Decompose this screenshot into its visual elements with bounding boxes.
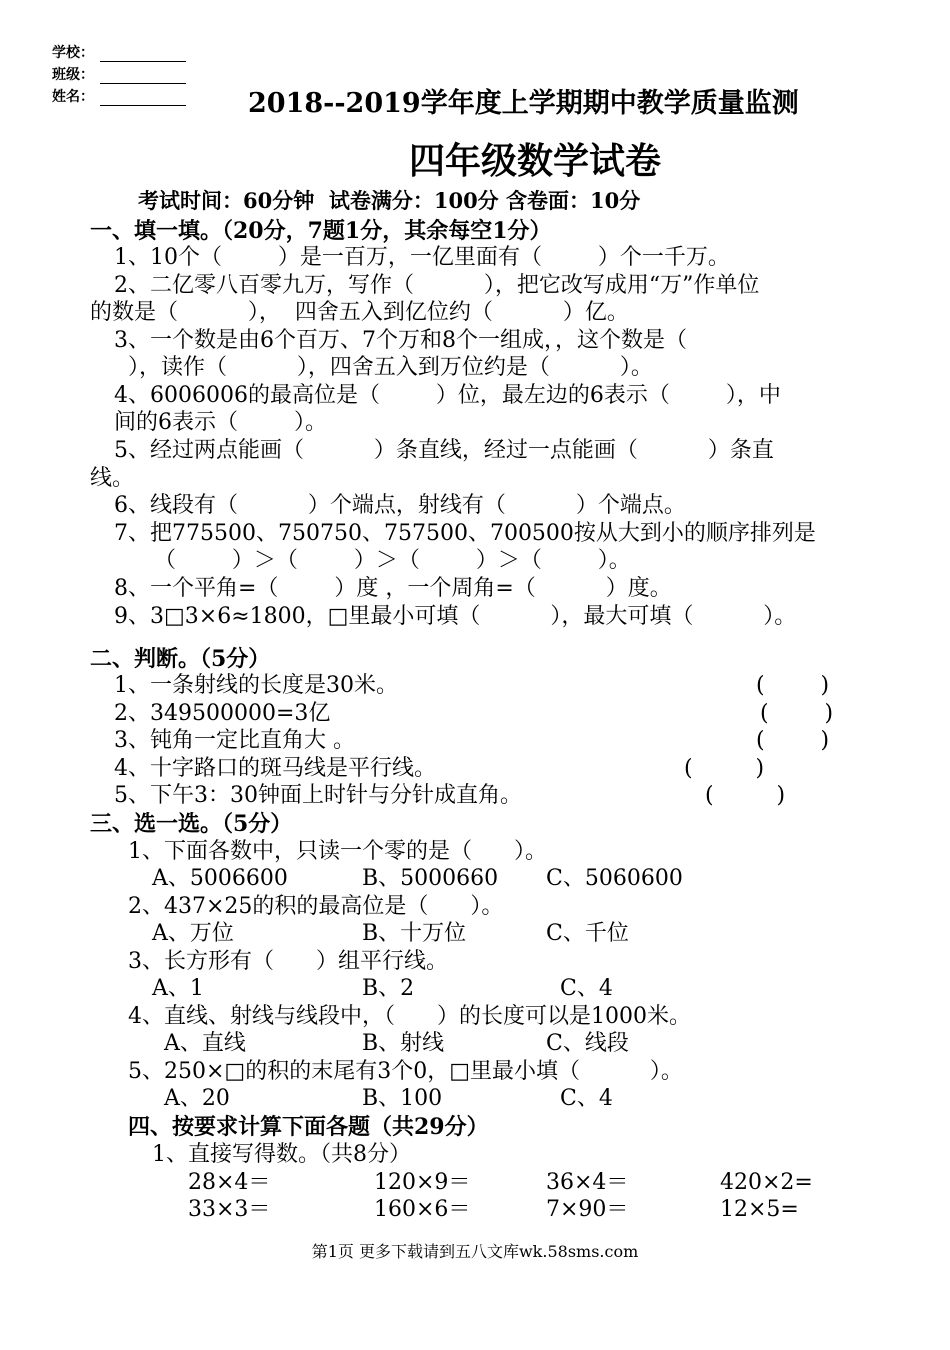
judge-item: 3、钝角一定比直角大 。 bbox=[114, 728, 355, 753]
choice-option-a: A、万位 bbox=[152, 921, 234, 946]
calc-item: 160×6＝ bbox=[374, 1197, 471, 1222]
s1-line: 8、一个平角=（ ）度 ，一个周角=（ ）度。 bbox=[114, 576, 672, 601]
s1-line: 的数是（ ）， 四舍五入到亿位约（ ）亿。 bbox=[90, 300, 629, 325]
section4-subheading: 1、直接写得数。（共8分） bbox=[152, 1142, 411, 1167]
name-field bbox=[52, 88, 186, 106]
s1-line: （ ）＞（ ）＞（ ）＞（ ）。 bbox=[140, 548, 631, 573]
choice-option-a: A、1 bbox=[152, 976, 204, 1001]
class-underline bbox=[100, 70, 186, 84]
s1-line: 5、经过两点能画（ ）条直线，经过一点能画（ ）条直 bbox=[114, 438, 774, 463]
exam-title: 2018--2019学年度上学期期中教学质量监测 bbox=[248, 88, 799, 119]
choice-option-c: C、5060600 bbox=[546, 866, 683, 891]
section4-heading: 四、按要求计算下面各题（共29分） bbox=[128, 1114, 489, 1140]
judge-item: 4、十字路口的斑马线是平行线。 bbox=[114, 756, 436, 781]
choice-option-a: A、20 bbox=[164, 1086, 230, 1111]
s1-line: 间的6表示（ ）。 bbox=[114, 410, 327, 435]
choice-option-a: A、5006600 bbox=[152, 866, 288, 891]
choice-option-b: B、5000660 bbox=[362, 866, 499, 891]
calc-item: 28×4＝ bbox=[188, 1170, 271, 1195]
choice-question: 3、长方形有（ ）组平行线。 bbox=[128, 949, 448, 974]
choice-option-a: A、直线 bbox=[164, 1031, 246, 1056]
calc-item: 12×5= bbox=[720, 1197, 799, 1222]
section3-heading: 三、选一选。（5分） bbox=[90, 811, 293, 837]
s1-line: ），读作（ ），四舍五入到万位约是（ ）。 bbox=[114, 355, 653, 380]
section2-heading: 二、判断。（5分） bbox=[90, 646, 271, 672]
judge-answer-blank: ( ) bbox=[756, 673, 830, 698]
judge-answer-blank: ( ) bbox=[684, 756, 765, 781]
calc-item: 7×90＝ bbox=[546, 1197, 629, 1222]
choice-option-b: B、十万位 bbox=[362, 921, 467, 946]
s1-line: 6、线段有（ ）个端点，射线有（ ）个端点。 bbox=[114, 493, 686, 518]
s1-line: 9、3□3×6≈1800，□里最小可填（ ），最大可填（ ）。 bbox=[114, 604, 797, 629]
class-field bbox=[52, 66, 186, 84]
school-underline bbox=[100, 48, 186, 62]
s1-line: 4、6006006的最高位是（ ）位，最左边的6表示（ ），中 bbox=[114, 383, 781, 408]
choice-question: 4、直线、射线与线段中，（ ）的长度可以是1000米。 bbox=[128, 1004, 691, 1029]
s1-line: 3、一个数是由6个百万、7个万和8个一组成，，这个数是（ bbox=[114, 328, 687, 353]
choice-question: 1、下面各数中，只读一个零的是（ ）。 bbox=[128, 839, 547, 864]
choice-option-c: C、千位 bbox=[546, 921, 629, 946]
choice-option-c: C、4 bbox=[560, 976, 613, 1001]
name-label: 姓名： bbox=[52, 89, 94, 105]
judge-answer-blank: ( ) bbox=[756, 728, 830, 753]
s1-line: 2、二亿零八百零九万，写作（ ），把它改写成用“万”作单位 bbox=[114, 273, 760, 298]
calc-item: 420×2= bbox=[720, 1170, 813, 1195]
section1-heading: 一、填一填。（20分，7题1分，其余每空1分） bbox=[90, 218, 552, 244]
calc-item: 36×4＝ bbox=[546, 1170, 629, 1195]
name-underline bbox=[100, 92, 186, 106]
calc-item: 120×9＝ bbox=[374, 1170, 471, 1195]
page-footer: 第1页 更多下载请到五八文库wk.58sms.com bbox=[311, 1242, 639, 1261]
choice-option-c: C、4 bbox=[560, 1086, 613, 1111]
school-field bbox=[52, 44, 186, 62]
exam-meta: 考试时间：60分钟 试卷满分：100分 含卷面：10分 bbox=[138, 188, 641, 213]
choice-question: 2、437×25的积的最高位是（ ）。 bbox=[128, 894, 504, 919]
s1-line: 线。 bbox=[90, 466, 135, 491]
judge-item: 5、下午3：30钟面上时针与分针成直角。 bbox=[114, 783, 522, 808]
choice-option-b: B、2 bbox=[362, 976, 415, 1001]
school-label: 学校： bbox=[52, 45, 94, 61]
choice-option-b: B、射线 bbox=[362, 1031, 445, 1056]
choice-option-c: C、线段 bbox=[546, 1031, 629, 1056]
judge-item: 2、349500000=3亿 bbox=[114, 701, 331, 726]
choice-option-b: B、100 bbox=[362, 1086, 443, 1111]
judge-item: 1、一条射线的长度是30米。 bbox=[114, 673, 398, 698]
judge-answer-blank: ( ) bbox=[760, 701, 834, 726]
choice-question: 5、250×□的积的末尾有3个0，□里最小填（ ）。 bbox=[128, 1059, 683, 1084]
s1-line: 1、10个（ ）是一百万，一亿里面有（ ）个一千万。 bbox=[114, 245, 730, 270]
s1-line: 7、把775500、750750、757500、700500按从大到小的顺序排列是 bbox=[114, 521, 816, 546]
judge-answer-blank: ( ) bbox=[705, 783, 786, 808]
exam-subtitle: 四年级数学试卷 bbox=[408, 140, 661, 182]
class-label: 班级： bbox=[52, 67, 94, 83]
calc-item: 33×3＝ bbox=[188, 1197, 271, 1222]
